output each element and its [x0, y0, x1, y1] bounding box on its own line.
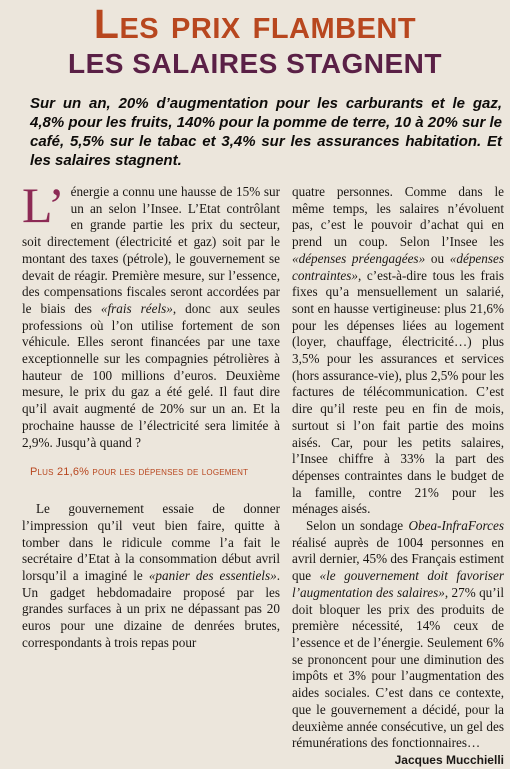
- right-paragraph-1: [292, 184, 504, 518]
- drop-cap: L’: [22, 177, 65, 233]
- lead-paragraph: Sur un an, 20% d’augmentation pour les carburants et le gaz, 4,8% pour les fruits, 140% pour la pomme de terre, 10 à 20% sur le café, 5,5% sur le tabac et 3,4% sur les assurances habitation. Et les salaires stagnent.: [30, 95, 502, 169]
- right-p1-quote-1: «dépenses préengagées»: [292, 250, 426, 266]
- right-p2-text-e: , 27% qu’il doit bloquer les prix des produits de première nécessité, 14% ceux de l’essence et de l’énergie. Seulement 6% se prononcent pour une diminution des impôts et 3% pour l’augmentation des aides sociales. C’est dans ce contexte, que le gouvernement a décidé, pour la deuxième année consécutive, un gel des rémunérations des fonctionnaires…: [292, 584, 504, 751]
- pull-quote: Plus 21,6% pour les dépenses de logement: [30, 466, 249, 479]
- right-p1-text-e: , c’est-à-dire tous les frais fixes qu’a mensuellement un salarié, sont en hausse vertigineuse: plus 21,6% pour les dépenses liées au logement (loyer, chauffage, électricité…) plus 3,5% pour les assurances et services (hors assurance-vie), plus 2,5% pour les factures de télécommunication. C’est dire qu’il reste peu en fin de mois, surtout si l’on fait partie des moins aisés. Car, pour les petits salaires, l’Insee chiffre à 33% la part des dépenses contraintes dans le budget de la famille, contre 21% pour les ménages aisés.: [292, 267, 504, 517]
- right-p2-text-c: réalisé auprès de 1004 personnes en avril dernier, 45% des Français estiment que: [292, 534, 504, 584]
- right-p1-quote-2: «dépenses contraintes»: [292, 250, 504, 283]
- left-p1-text-a: énergie a connu une hausse de 15% sur un an selon l’Insee. L’Etat contrôlant en grande partie les prix du secteur, soit directement (électricité et gaz) soit par le montant des taxes (pétrole), le gouvernement se devait de réagir. Première mesure, sur l’essence, des compensations fiscales seront accordées par le biais des: [22, 184, 280, 316]
- left-paragraph-2: [22, 501, 280, 651]
- left-p2-text-c: . Un gadget hebdomadaire proposé par les grandes surfaces à un prix ne dépassant pas 20 euros pour une dizaine de denrées brutes, correspondants à trois repas pour: [22, 568, 280, 650]
- right-paragraph-2: [292, 518, 504, 752]
- left-p2-quote: «panier des essentiels»: [148, 568, 277, 584]
- right-p1-text-c: ou: [425, 250, 450, 266]
- author-signature: Jacques Mucchielli: [394, 752, 504, 767]
- left-column: [22, 177, 280, 652]
- right-column: [292, 184, 504, 769]
- right-p2-source: Obea-InfraForces: [408, 518, 504, 534]
- left-paragraph-1: [22, 177, 280, 451]
- right-p1-text-a: quatre personnes. Comme dans le même temps, les salaires n’évoluent pas, c’est le pouvoir d’achat qui en prend un coup. Selon l’Insee les: [292, 184, 504, 250]
- left-p1-quote: «frais réels»: [100, 300, 173, 316]
- left-p1-text-c: , donc aux seules professions où l’on utilise fortement de son véhicule. Elles seront financées par une taxe exceptionnelle sur les compagnies pétrolières à hauteur de 100 millions d’euros. Deuxième mesure, le prix du gaz a été gelé. Il faut dire qu’il avait augmenté de 20% sur un an. Et la prochaine hausse de l’électricité sera limitée à 2,9%. Jusqu’à quand ?: [22, 300, 280, 450]
- right-p2-text-a: Selon un sondage: [306, 518, 409, 534]
- subheadline: LES SALAIRES STAGNENT: [67, 48, 442, 79]
- headline: Les prix flambent: [93, 1, 417, 47]
- right-p2-quote: «le gouvernement doit favoriser l’augmentation des salaires»: [292, 568, 504, 600]
- left-p2-text-a: Le gouvernement essaie de donner l’impression qu’il veut bien faire, quitte à tomber dans le ridicule comme l’a fait le secrétaire d’Etat à la consommation début avril lorsqu’il a imaginé le: [22, 501, 280, 584]
